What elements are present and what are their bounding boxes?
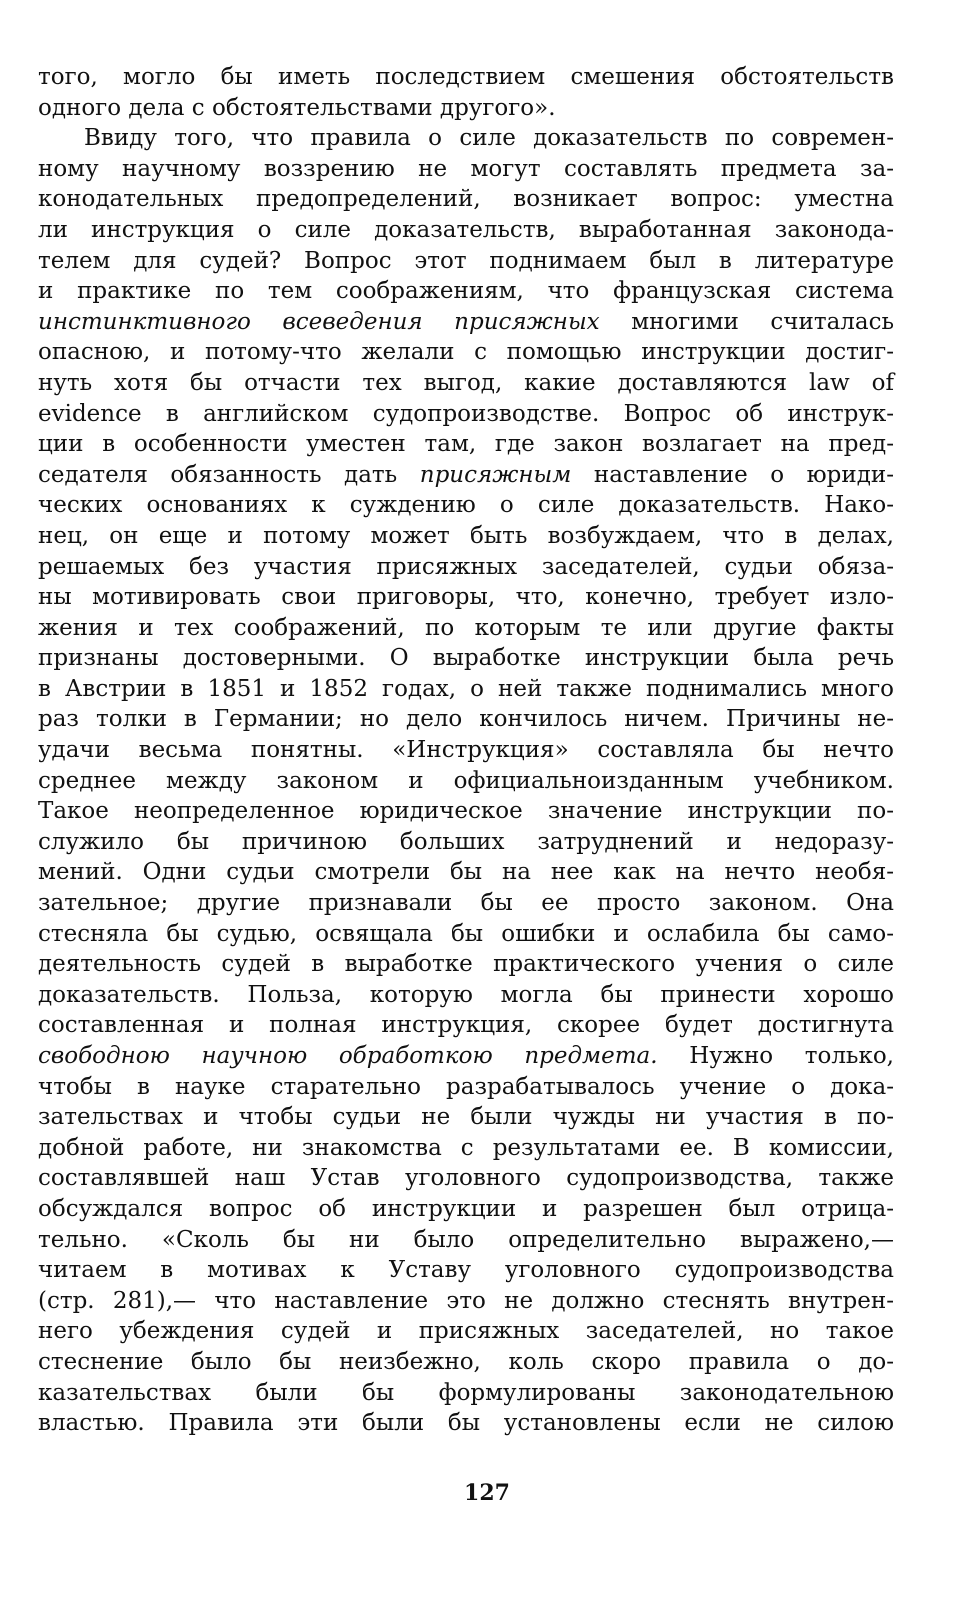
text-line [38,1255,894,1286]
text-run: нец, он еще и потому может быть возбуждаем, что в делах, [38,522,894,549]
body-text [38,62,894,1439]
text-line [38,766,894,797]
text-run: удачи весьма понятны. «Инструкция» составляла бы нечто [38,737,894,764]
text-line [38,1102,894,1133]
text-line [38,460,894,491]
text-line [38,123,894,154]
text-line [38,1194,894,1225]
text-run: властью. Правила эти были бы установлены если не силою [38,1410,894,1437]
text-line [38,949,894,980]
text-run: зательное; другие признавали бы ее просто законом. Она [38,890,894,917]
text-run: него убеждения судей и присяжных заседателей, но такое [38,1318,894,1345]
text-line [38,93,894,124]
text-line [38,62,894,93]
text-run: составленная и полная инструкция, скорее будет достигнута [38,1012,894,1039]
text-line [38,337,894,368]
text-line [38,857,894,888]
text-run: стеснение было бы неизбежно, коль скоро правила о до- [38,1348,894,1375]
text-run: зательствах и чтобы судьи не были чужды ни участия в по- [38,1104,894,1131]
text-run: признаны достоверными. О выработке инструкции была речь [38,645,894,672]
text-run: ному научному воззрению не могут составлять предмета за- [38,155,894,182]
text-run: читаем в мотивах к Уставу уголовного судопроизводства [38,1257,894,1284]
text-run: многими считалась [599,308,895,335]
text-run: (стр. 281),— что наставление это не должно стеснять внутрен- [38,1287,894,1314]
text-line [38,1408,894,1439]
text-run: обсуждался вопрос об инструкции и разрешен был отрица- [38,1195,894,1222]
text-run: Нужно только, [657,1043,894,1069]
text-line [38,399,894,430]
text-line [38,1378,894,1409]
text-run: наставление о юриди- [571,461,894,488]
text-run: ны мотивировать свои приговоры, что, конечно, требует изло- [38,584,894,611]
text-run: ли инструкция о силе доказательств, выработанная законода- [38,216,894,243]
text-line [38,827,894,858]
text-run: одного дела с обстоятельствами другого». [38,94,556,121]
text-line [38,184,894,215]
text-line [38,643,894,674]
text-run: тельно. «Сколь бы ни было определительно выражено,— [38,1226,894,1253]
text-run: Такое неопределенное юридическое значение инструкции по- [38,798,894,825]
text-run: раз толки в Германии; но дело кончилось ничем. Причины не- [38,706,894,733]
text-line [38,1041,894,1072]
text-run: конодательных предопределений, возникает вопрос: уместна [38,186,894,213]
text-run: казательствах были бы формулированы законодательною [38,1379,894,1406]
text-line [38,582,894,613]
text-line [38,704,894,735]
text-run: того, могло бы иметь последствием смешения обстоятельств [38,64,894,90]
text-line [38,1225,894,1256]
text-run: в Австрии в 1851 и 1852 годах, о ней также поднимались много [38,675,894,702]
text-run: служило бы причиною больших затруднений и недоразу- [38,828,894,855]
text-line [38,980,894,1011]
text-line [38,521,894,552]
text-run: среднее между законом и официальноизданным учебником. [38,767,894,794]
text-run: решаемых без участия присяжных заседателей, судьи обяза- [38,553,894,580]
text-line [38,888,894,919]
page-number: 127 [464,1480,510,1506]
text-line [38,613,894,644]
text-line [38,1163,894,1194]
text-run: ции в особенности уместен там, где закон возлагает на пред- [38,431,894,458]
text-line [38,1347,894,1378]
text-line [38,735,894,766]
text-run: стесняла бы судью, освящала бы ошибки и ослабила бы само- [38,920,894,947]
text-line [38,1286,894,1317]
text-run: Ввиду того, что правила о силе доказательств по современ- [84,125,894,152]
text-run: телем для судей? Вопрос этот поднимаем был в литературе [38,247,894,274]
text-line [38,919,894,950]
text-line [38,796,894,827]
text-run: составлявшей наш Устав уголовного судопроизводства, также [38,1165,894,1192]
text-line [38,674,894,705]
text-run: и практике по тем соображениям, что французская система [38,278,894,305]
text-line [38,552,894,583]
text-run: evidence в английском судопроизводстве. Вопрос об инструк- [38,400,894,427]
text-line [38,429,894,460]
text-run: добной работе, ни знакомства с результатами ее. В комиссии, [38,1134,894,1161]
text-line [38,307,894,338]
text-line [38,368,894,399]
text-run: седателя обязанность дать [38,461,420,488]
text-line [38,1010,894,1041]
text-run: мений. Одни судьи смотрели бы на нее как на нечто необя- [38,859,894,886]
text-run: опасною, и потому-что желали с помощью инструкции достиг- [38,339,894,366]
text-line [38,1133,894,1164]
text-run: нуть хотя бы отчасти тех выгод, какие доставляются law of [38,369,894,396]
text-run: деятельность судей в выработке практического учения о силе [38,951,894,978]
text-line [38,215,894,246]
text-line [38,1316,894,1347]
text-line [38,246,894,277]
italic-phrase: присяжным [419,461,572,488]
text-line [38,1072,894,1103]
text-line [38,276,894,307]
italic-phrase: инстинктивного всеведения присяжных [38,308,600,335]
text-run: жения и тех соображений, по которым те или другие факты [38,614,894,641]
text-run: доказательств. Польза, которую могла бы принести хорошо [38,981,894,1008]
text-run: чтобы в науке старательно разрабатывалось учение о дока- [38,1073,894,1100]
italic-phrase: свободною научною обработкою предмета. [38,1043,658,1069]
text-run: ческих основаниях к суждению о силе доказательств. Нако- [38,492,894,519]
text-line [38,490,894,521]
text-line [38,154,894,185]
